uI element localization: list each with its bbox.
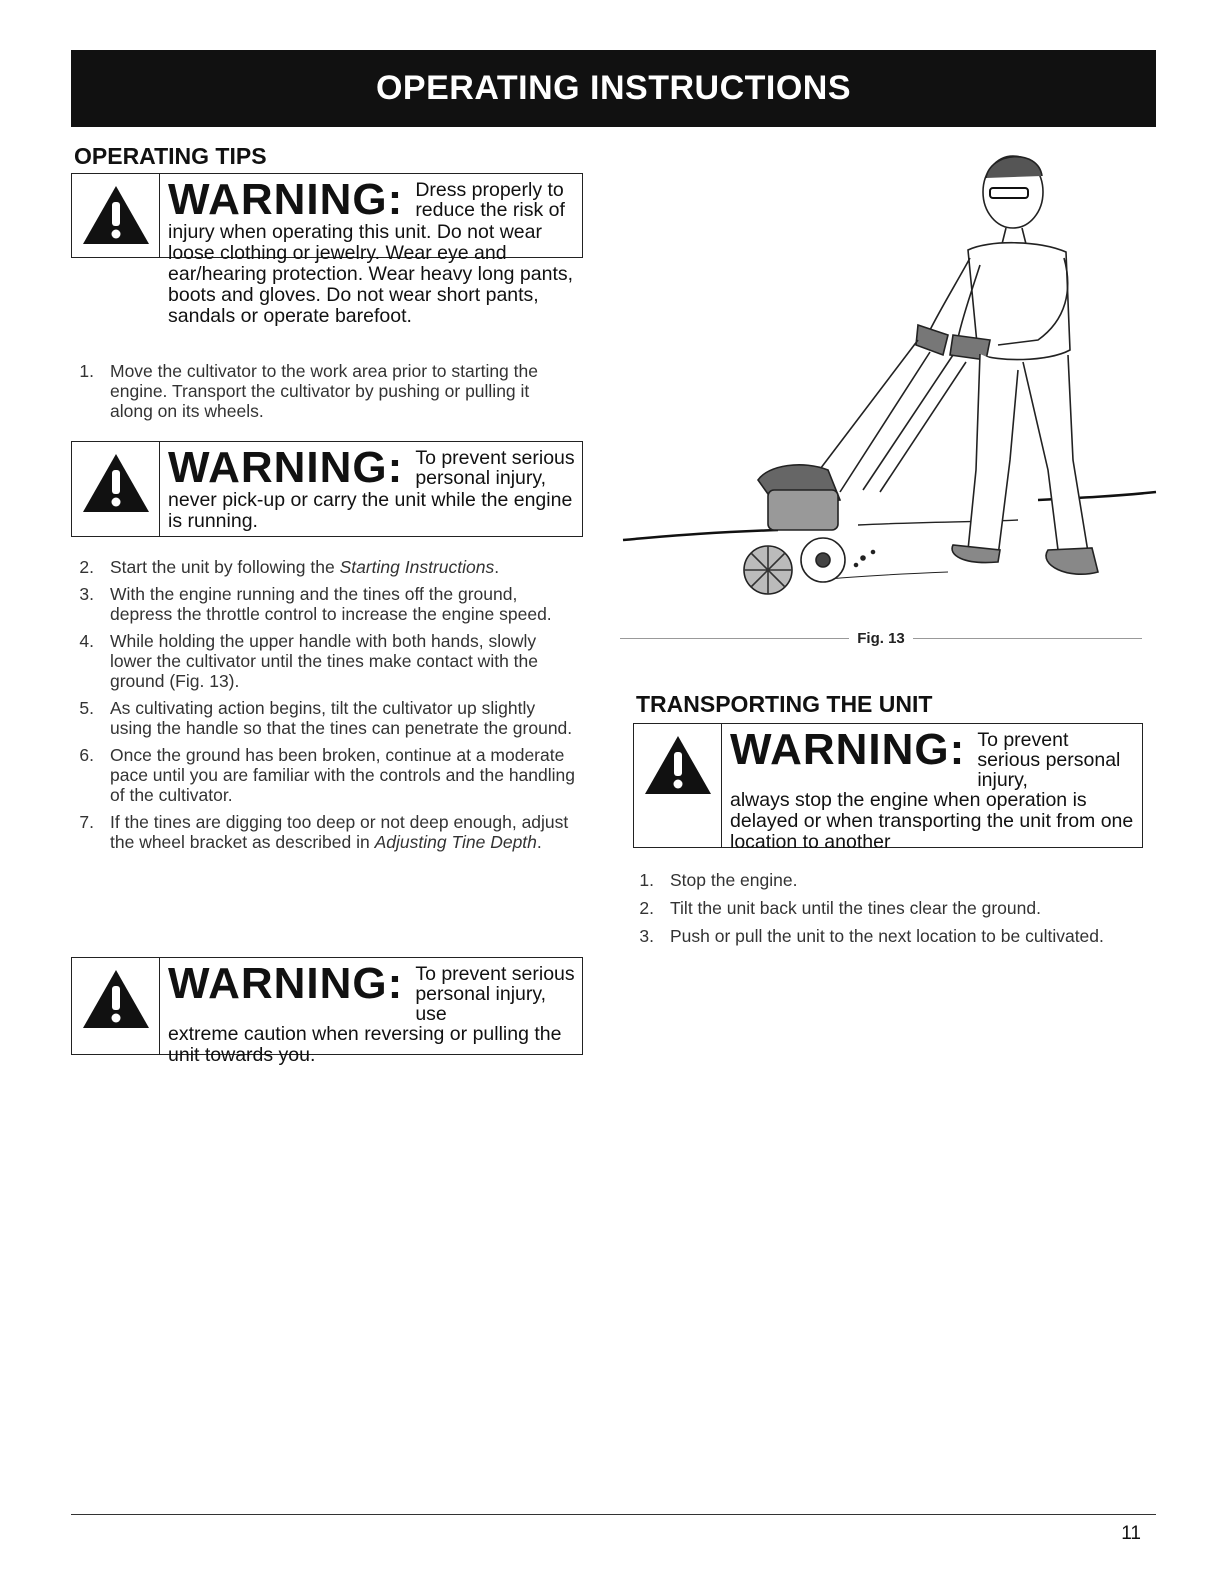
- list-item: 2. Tilt the unit back until the tines clear the ground.: [639, 898, 1041, 918]
- warning-triangle-icon: [81, 452, 151, 514]
- warning-icon-cell: [72, 174, 160, 257]
- footer-rule: [71, 1514, 1156, 1515]
- warning-triangle-icon: [81, 184, 151, 246]
- list-item: 4. While holding the upper handle with both hands, slowly lower the cultivator until the tines make contact with the ground (Fig. 13).: [79, 631, 538, 691]
- list-item: 5. As cultivating action begins, tilt the cultivator up slightly using the handle so that the tines can penetrate the ground.: [79, 698, 573, 738]
- warning-word: WARNING:: [168, 443, 404, 492]
- warning-box-dress: [71, 173, 583, 327]
- figure-caption: [620, 630, 1142, 647]
- warning-text: [160, 442, 582, 536]
- warning-word: WARNING:: [168, 175, 404, 224]
- caption-rule-left: [620, 638, 849, 639]
- step-list-intro: [74, 361, 574, 428]
- section-title-operating-tips: OPERATING TIPS: [74, 143, 267, 169]
- list-item: 2. Start the unit by following the Starting Instructions.: [79, 557, 500, 577]
- warning-lead: Dress properly to reduce the risk of: [415, 179, 565, 221]
- warning-box-reversing: [71, 957, 583, 1066]
- step-list-transport: [634, 870, 1134, 954]
- warning-word: WARNING:: [730, 725, 966, 774]
- warning-icon-cell: [634, 724, 722, 847]
- warning-text: [160, 174, 582, 327]
- list-item: 3. Push or pull the unit to the next location to be cultivated.: [639, 926, 1104, 946]
- warning-body: injury when operating this unit. Do not wear loose clothing or jewelry. Wear eye and ear/hearing protection. Wear heavy long pants, boots and gloves. Do not wear short pants, sandals or operate barefoot.: [168, 221, 574, 327]
- warning-text: [722, 724, 1142, 853]
- caption-rule-right: [913, 638, 1142, 639]
- figure-caption-label: Fig. 13: [857, 630, 905, 647]
- warning-icon-cell: [72, 442, 160, 536]
- page-number: 11: [1121, 1523, 1141, 1544]
- warning-text: [160, 958, 582, 1066]
- figure-cultivator-illustration: [618, 140, 1158, 630]
- page-banner: OPERATING INSTRUCTIONS: [71, 50, 1156, 127]
- list-item: 7. If the tines are digging too deep or not deep enough, adjust the wheel bracket as described in Adjusting Tine Depth.: [79, 812, 569, 852]
- step-list-operating: [74, 557, 579, 859]
- warning-lead: To prevent serious personal injury,: [977, 729, 1121, 791]
- warning-body: extreme caution when reversing or pulling the unit towards you.: [168, 1023, 562, 1066]
- warning-body: never pick-up or carry the unit while the engine is running.: [168, 489, 573, 532]
- warning-triangle-icon: [643, 734, 713, 796]
- list-item: 6. Once the ground has been broken, continue at a moderate pace until you are familiar with the controls and the handling of the cultivator.: [79, 745, 575, 805]
- list-item: 3. With the engine running and the tines off the ground, depress the throttle control to increase the engine speed.: [79, 584, 552, 624]
- warning-box-transport: [633, 723, 1143, 853]
- list-item: 1. Move the cultivator to the work area prior to starting the engine. Transport the cultivator by pushing or pulling it along on its wheels.: [79, 361, 538, 421]
- warning-lead: To prevent serious personal injury, use: [415, 963, 575, 1025]
- section-title-transporting: TRANSPORTING THE UNIT: [636, 691, 933, 717]
- warning-lead: To prevent serious personal injury,: [415, 447, 575, 489]
- warning-word: WARNING:: [168, 959, 404, 1008]
- warning-triangle-icon: [81, 968, 151, 1030]
- warning-body: always stop the engine when operation is delayed or when transporting the unit from one location to another: [730, 789, 1134, 853]
- warning-icon-cell: [72, 958, 160, 1054]
- list-item: 1. Stop the engine.: [639, 870, 798, 890]
- warning-box-carry: [71, 441, 583, 537]
